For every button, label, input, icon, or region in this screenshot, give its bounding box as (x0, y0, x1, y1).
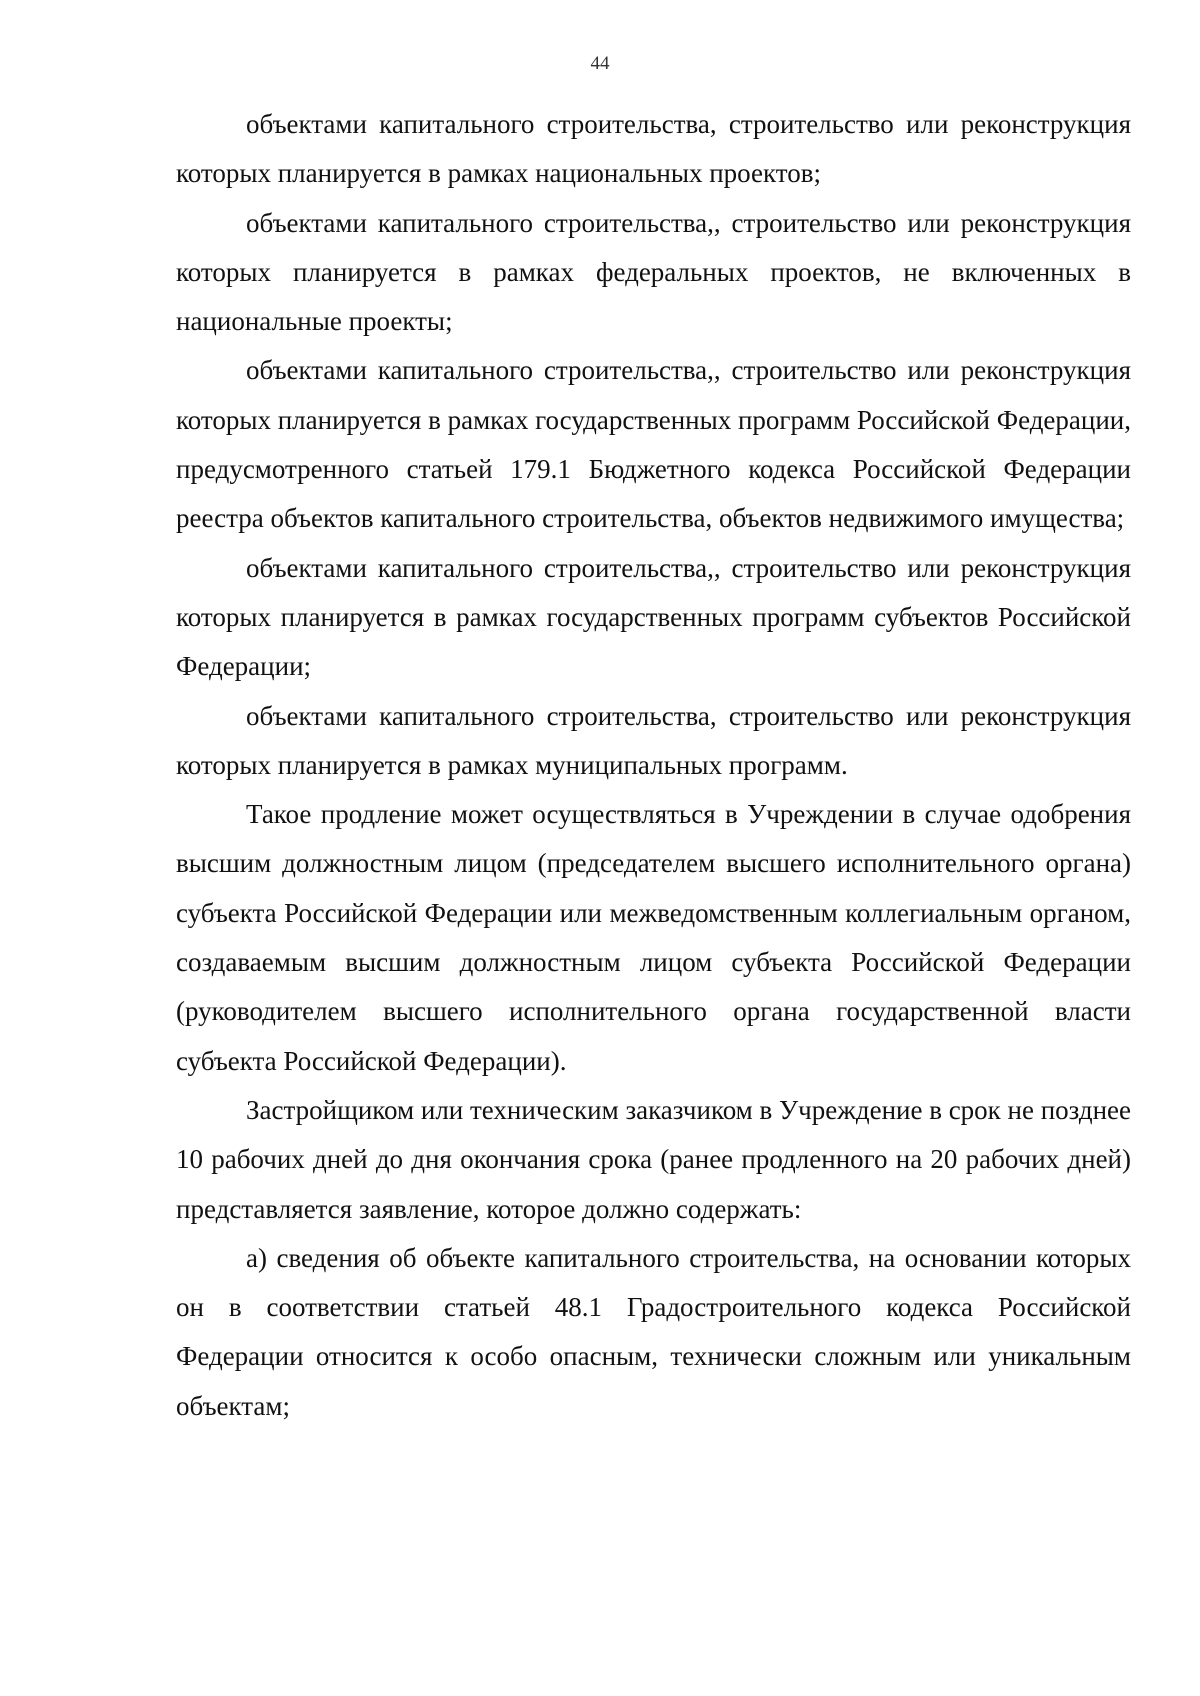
paragraph-municipal-programs: объектами капитального строительства, строительство или реконструкция которых планируется в рамках муниципальных программ. (176, 700, 1131, 780)
paragraph-state-programs-subjects: объектами капитального строительства,, строительство или реконструкция которых планируется в рамках государственных программ субъектов Российской Федерации; (176, 552, 1131, 682)
paragraph-national-projects: объектами капитального строительства, строительство или реконструкция которых планируется в рамках национальных проектов; (176, 109, 1131, 189)
paragraph-application-submission: Застройщиком или техническим заказчиком в Учреждение в срок не позднее 10 рабочих дней до дня окончания срока (ранее продленного на 20 рабочих дней) представляется заявление, которое должно содержать: (176, 1094, 1132, 1224)
document-body (176, 100, 1131, 1431)
paragraph-state-programs-rf: объектами капитального строительства,, строительство или реконструкция которых планируется в рамках государственных программ Российской Федерации, предусмотренного статьей 179.1 Бюджетного кодекса Российской Федерации реестра объектов капитального строительства, объектов недвижимого имущества; (176, 355, 1131, 534)
paragraph-extension-approval: Такое продление может осуществляться в Учреждении в случае одобрения высшим должностным лицом (председателем высшего исполнительного органа) субъекта Российской Федерации или межведомственным коллегиальным органом, создаваемым высшим должностным лицом субъекта Российской Федерации (руководителем высшего исполнительного органа государственной власти субъекта Российской Федерации). (176, 799, 1131, 1076)
paragraph-item-a: а) сведения об объекте капитального строительства, на основании которых он в соответствии статьей 48.1 Градостроительного кодекса Российской Федерации относится к особо опасным, технически сложным или уникальным объектам; (176, 1242, 1131, 1421)
paragraph-federal-projects: объектами капитального строительства,, строительство или реконструкция которых планируется в рамках федеральных проектов, не включенных в национальные проекты; (176, 207, 1131, 337)
page-number: 44 (590, 53, 610, 74)
